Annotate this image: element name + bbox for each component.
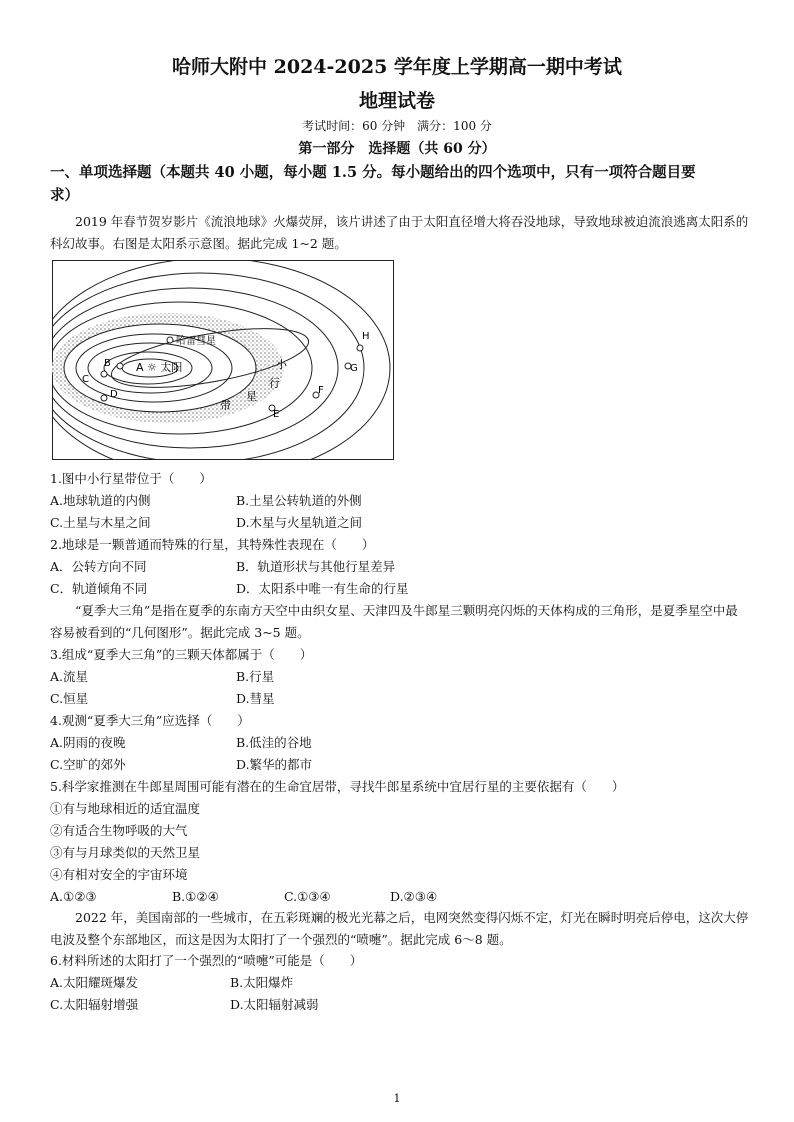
part-heading: 第一部分 选择题（共 60 分） — [298, 141, 496, 157]
q5-item-1: ①有与地球相近的适宜温度 — [50, 801, 201, 816]
q3-option-b: B.行星 — [236, 669, 275, 684]
q3-option-a: A.流星 — [50, 669, 89, 684]
passage-1: 2019 年春节贺岁影片《流浪地球》火爆荧屏，该片讲述了由于太阳直径增大将吞没地球，导致地球被迫流浪逃离太阳系的科幻故事。右图是太阳系示意图。据此完成 1~2 题。 — [50, 214, 749, 251]
belt-label-2: 行 — [269, 377, 280, 390]
halley-comet — [167, 337, 173, 343]
label-f: F — [318, 385, 324, 396]
solar-system-figure — [52, 260, 394, 460]
label-h: H — [362, 331, 370, 342]
page-number: 1 — [393, 1092, 401, 1105]
label-c: C — [82, 374, 89, 385]
exam-subtitle: 地理试卷 — [358, 90, 435, 112]
label-e: E — [273, 409, 280, 420]
q3-option-d: D.彗星 — [236, 691, 275, 706]
q2-option-a: A．公转方向不同 — [50, 559, 147, 574]
passage-3: 2022 年，美国南部的一些城市，在五彩斑斓的极光光幕之后，电网突然变得闪烁不定，灯光在瞬时明亮后停电，这次大停电波及整个东部地区，而这是因为太阳打了一个强烈的“喷嚏”。据此完成 6～8 题。 — [50, 910, 749, 947]
question-1-stem: 1.图中小行星带位于（ ） — [50, 471, 212, 486]
q4-option-c: C.空旷的郊外 — [50, 757, 126, 772]
q5-option-d: D.②③④ — [390, 889, 438, 904]
label-g: G — [350, 363, 358, 374]
q2-option-c: C．轨道倾角不同 — [50, 581, 148, 596]
q6-option-d: D.太阳辐射减弱 — [230, 997, 319, 1012]
planet-b — [117, 363, 123, 369]
planet-d — [101, 395, 107, 401]
q5-option-b: B.①②④ — [172, 889, 219, 904]
section-heading-line1: 一、单项选择题（本题共 40 小题，每小题 1.5 分。每小题给出的四个选项中，只有一项符合题目要 — [50, 164, 696, 181]
q4-option-b: B.低洼的谷地 — [236, 735, 312, 750]
solar-system-diagram — [52, 260, 394, 460]
belt-label-4: 带 — [220, 399, 231, 412]
sun-label: A ☼ 太阳 — [136, 361, 183, 374]
q5-item-2: ②有适合生物呼吸的大气 — [50, 823, 188, 838]
section-heading-line2: 求） — [50, 187, 79, 204]
belt-label-3: 星 — [246, 390, 257, 403]
belt-label-1: 小 — [276, 358, 287, 371]
question-4-stem: 4.观测“夏季大三角”应选择（ ） — [50, 713, 250, 728]
question-5-stem: 5.科学家推测在牛郎星周围可能有潜在的生命宜居带，寻找牛郎星系统中宜居行星的主要依据有（ ） — [50, 779, 625, 794]
q2-option-d: D．太阳系中唯一有生命的行星 — [236, 581, 409, 596]
exam-info: 考试时间：60 分钟 满分：100 分 — [302, 119, 492, 133]
question-6-stem: 6.材料所述的太阳打了一个强烈的“喷嚏”可能是（ ） — [50, 953, 363, 968]
q2-option-b: B．轨道形状与其他行星差异 — [236, 559, 396, 574]
q4-option-a: A.阴雨的夜晚 — [50, 735, 126, 750]
q1-option-a: A.地球轨道的内侧 — [50, 493, 151, 508]
q5-option-c: C.①③④ — [284, 889, 331, 904]
passage-2: “夏季大三角”是指在夏季的东南方天空中由织女星、天津四及牛郎星三颗明亮闪烁的天体构成的三角形，是夏季星空中最容易被看到的“几何图形”。据此完成 3~5 题。 — [50, 603, 738, 640]
q6-option-c: C.太阳辐射增强 — [50, 997, 139, 1012]
question-3-stem: 3.组成“夏季大三角”的三颗天体都属于（ ） — [50, 647, 313, 662]
planet-c — [101, 371, 107, 377]
section-heading — [50, 161, 750, 207]
q6-option-a: A.太阳耀斑爆发 — [50, 975, 139, 990]
exam-title: 哈师大附中 2024-2025 学年度上学期高一期中考试 — [172, 56, 622, 78]
q5-item-3: ③有与月球类似的天然卫星 — [50, 845, 201, 860]
q1-option-b: B.土星公转轨道的外侧 — [236, 493, 362, 508]
question-2-stem: 2.地球是一颗普通而特殊的行星，其特殊性表现在（ ） — [50, 537, 375, 552]
planet-h — [357, 345, 363, 351]
comet-label: 哈雷彗星 — [176, 336, 216, 347]
q5-item-4: ④有相对安全的宇宙环境 — [50, 867, 188, 882]
label-d: D — [110, 389, 118, 400]
q1-option-c: C.土星与木星之间 — [50, 515, 151, 530]
q3-option-c: C.恒星 — [50, 691, 89, 706]
q6-option-b: B.太阳爆炸 — [230, 975, 294, 990]
q5-option-a: A.①②③ — [50, 889, 97, 904]
q4-option-d: D.繁华的都市 — [236, 757, 313, 772]
q1-option-d: D.木星与火星轨道之间 — [236, 515, 363, 530]
label-b: B — [104, 358, 111, 369]
